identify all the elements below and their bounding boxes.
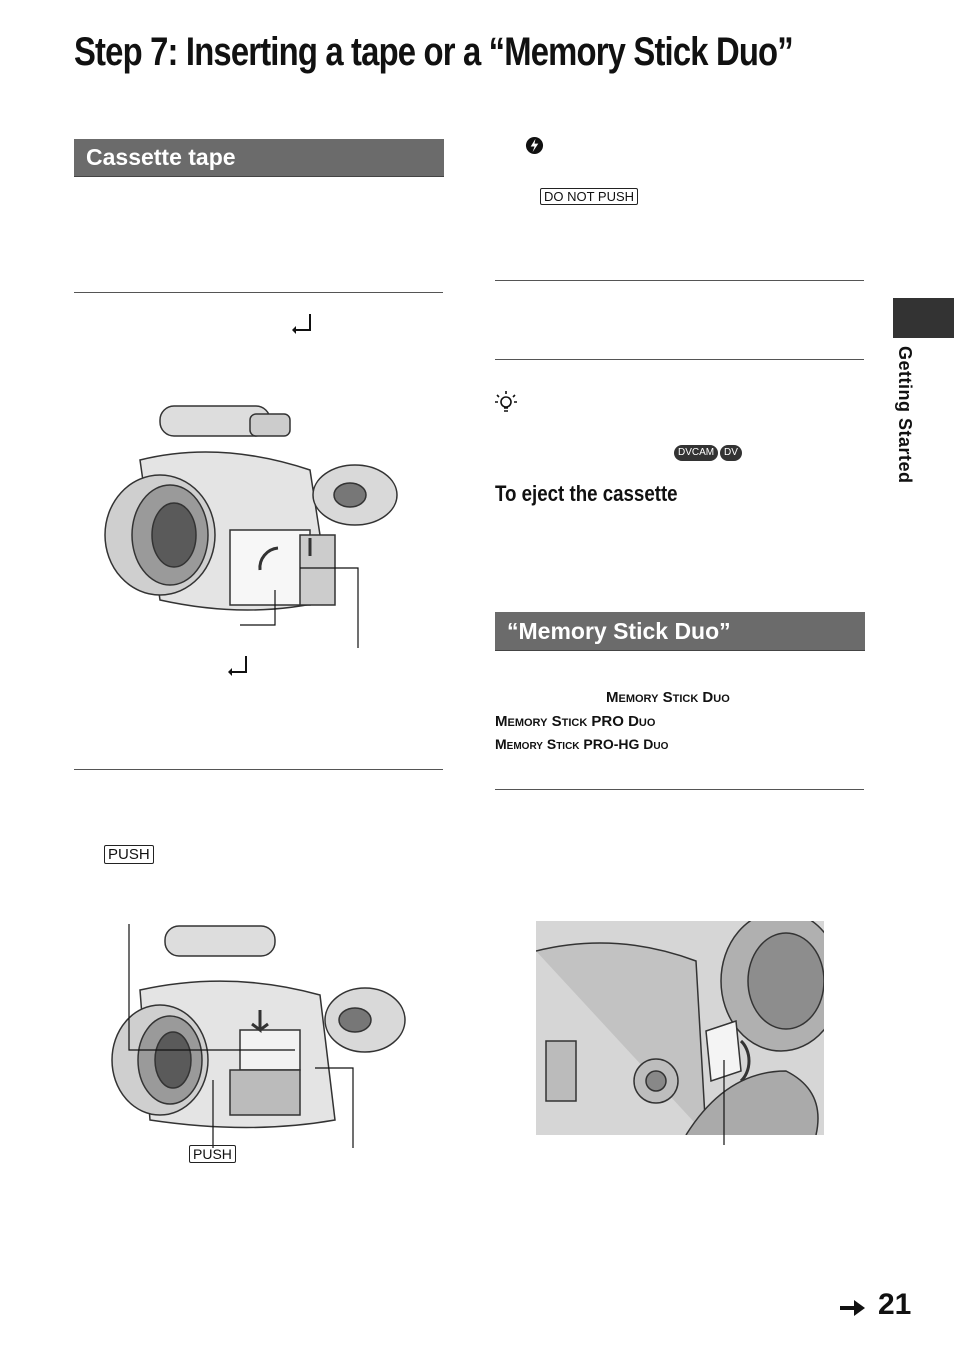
ms-pro-duo-logo-text: Memory Stick PRO Duo xyxy=(495,713,656,730)
ms-duo-logo-text: Memory Stick Duo xyxy=(606,689,730,706)
memory-stick-slot-illustration xyxy=(536,921,824,1135)
divider-step-5 xyxy=(495,789,864,790)
section-header-cassette-label: Cassette tape xyxy=(86,144,236,170)
divider-step-1 xyxy=(74,292,443,293)
arrow-right-icon xyxy=(840,1298,866,1318)
push-button-label: PUSH xyxy=(189,1145,236,1163)
page-title: Step 7: Inserting a tape or a “Memory Stick Duo” xyxy=(74,30,793,74)
callout-lines-1 xyxy=(240,560,370,660)
tip-bulb-icon xyxy=(494,389,518,415)
enter-arrow-icon xyxy=(292,312,314,334)
section-header-memory-stick-label: “Memory Stick Duo” xyxy=(507,617,731,644)
caution-icon xyxy=(525,136,544,155)
dvcam-format-badge: DVCAM xyxy=(674,445,718,461)
heading-eject-cassette: To eject the cassette xyxy=(495,481,678,506)
section-header-cassette xyxy=(74,139,444,177)
push-button-label: PUSH xyxy=(104,845,154,864)
enter-arrow-icon xyxy=(228,654,250,676)
divider-step-3 xyxy=(495,280,864,281)
do-not-push-label: DO NOT PUSH xyxy=(540,188,638,205)
dv-format-badge: DV xyxy=(720,445,742,461)
chapter-tab-marker xyxy=(893,298,954,338)
callout-lines-2 xyxy=(125,920,365,1150)
divider-step-4 xyxy=(495,359,864,360)
chapter-tab-label: Getting Started xyxy=(895,346,915,484)
divider-step-2 xyxy=(74,769,443,770)
ms-pro-hg-duo-logo-text: Memory Stick PRO-HG Duo xyxy=(495,736,669,752)
callout-line-3 xyxy=(720,1060,728,1150)
page-number: 21 xyxy=(878,1288,912,1321)
section-header-memory-stick xyxy=(495,612,865,651)
